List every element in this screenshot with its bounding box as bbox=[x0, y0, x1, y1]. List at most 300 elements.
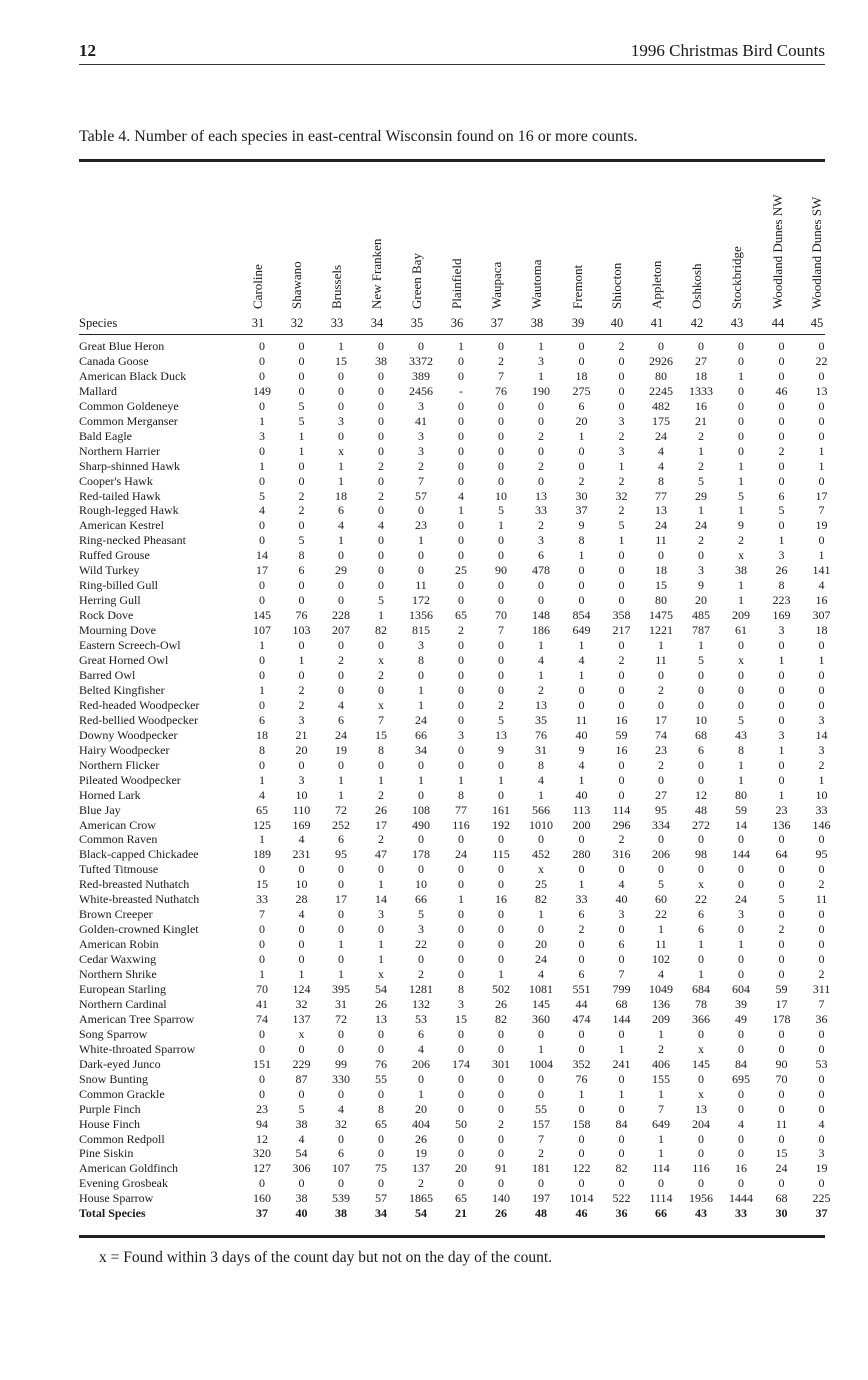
count-cell: 0 bbox=[259, 593, 265, 608]
count-cell: 48 bbox=[695, 802, 707, 817]
count-cell: 0 bbox=[738, 443, 744, 458]
count-cell: 10 bbox=[495, 488, 507, 503]
count-cell: 46 bbox=[575, 1206, 588, 1221]
count-cell: 6 bbox=[578, 967, 585, 982]
species-name: American Black Duck bbox=[79, 368, 187, 383]
count-cell: 0 bbox=[418, 563, 424, 578]
count-cell: 1 bbox=[738, 772, 744, 787]
column-name: Fremont bbox=[570, 264, 585, 309]
count-cell: 0 bbox=[818, 368, 825, 383]
count-cell: 64 bbox=[775, 847, 788, 862]
count-cell: 140 bbox=[492, 1191, 510, 1206]
count-cell: 137 bbox=[412, 1161, 430, 1176]
count-cell: - bbox=[459, 383, 463, 398]
count-cell: 0 bbox=[818, 832, 825, 847]
count-cell: 0 bbox=[458, 922, 464, 937]
species-name: White-breasted Nuthatch bbox=[79, 892, 200, 907]
count-cell: 34 bbox=[415, 742, 427, 757]
species-name: Common Grackle bbox=[79, 1086, 165, 1101]
count-cell: 4 bbox=[338, 518, 344, 533]
count-cell: 1 bbox=[298, 428, 305, 443]
count-cell: 2 bbox=[818, 757, 825, 772]
species-name: Belted Kingfisher bbox=[79, 682, 165, 697]
species-name: Great Blue Heron bbox=[79, 339, 165, 353]
count-cell: 0 bbox=[378, 1026, 384, 1041]
count-cell: 200 bbox=[572, 817, 591, 832]
count-cell: 95 bbox=[815, 847, 828, 862]
count-cell: 8 bbox=[578, 533, 585, 548]
count-cell: 0 bbox=[458, 832, 464, 847]
species-name: American Crow bbox=[79, 817, 156, 832]
count-cell: 0 bbox=[298, 1041, 305, 1056]
count-cell: 311 bbox=[812, 981, 831, 996]
count-cell: 77 bbox=[655, 488, 667, 503]
column-name: Shiocton bbox=[609, 262, 624, 309]
column-name: Appleton bbox=[649, 260, 664, 309]
count-cell: 0 bbox=[378, 1086, 384, 1101]
count-cell: 24 bbox=[655, 518, 667, 533]
count-cell: 82 bbox=[495, 1011, 507, 1026]
count-cell: 132 bbox=[412, 996, 430, 1011]
count-cell: 1281 bbox=[409, 981, 433, 996]
count-cell: 566 bbox=[532, 802, 550, 817]
count-cell: 0 bbox=[378, 1131, 384, 1146]
count-cell: 1333 bbox=[689, 383, 713, 398]
count-cell: 0 bbox=[498, 533, 504, 548]
count-cell: 21 bbox=[695, 413, 707, 428]
table-row bbox=[79, 877, 841, 892]
column-number: 36 bbox=[450, 316, 464, 330]
count-cell: 27 bbox=[695, 353, 707, 368]
count-cell: 0 bbox=[498, 1146, 504, 1161]
count-cell: 0 bbox=[378, 428, 384, 443]
count-cell: 0 bbox=[618, 353, 625, 368]
count-cell: 0 bbox=[738, 1131, 744, 1146]
count-cell: 0 bbox=[338, 1176, 344, 1191]
count-cell: 3 bbox=[538, 353, 544, 368]
count-cell: 1 bbox=[338, 772, 344, 787]
table-row bbox=[79, 997, 841, 1012]
count-cell: 0 bbox=[458, 667, 464, 682]
count-cell: 0 bbox=[818, 533, 825, 548]
count-cell: 7 bbox=[538, 1131, 544, 1146]
count-cell: 2 bbox=[698, 428, 704, 443]
species-name: Cooper's Hawk bbox=[79, 473, 153, 488]
count-cell: 0 bbox=[458, 1026, 464, 1041]
species-name: Dark-eyed Junco bbox=[79, 1056, 161, 1071]
count-cell: 0 bbox=[538, 593, 544, 608]
count-cell: 40 bbox=[575, 787, 588, 802]
count-cell: 1 bbox=[818, 772, 825, 787]
count-cell: 0 bbox=[378, 862, 384, 877]
column-number: 44 bbox=[771, 316, 785, 330]
column-name: Oshkosh bbox=[689, 263, 704, 309]
count-cell: 0 bbox=[818, 667, 825, 682]
count-cell: 5 bbox=[778, 892, 785, 907]
count-cell: 522 bbox=[612, 1191, 631, 1206]
count-cell: 0 bbox=[698, 862, 704, 877]
species-name: Blue Jay bbox=[79, 802, 121, 817]
page-number: 12 bbox=[79, 41, 96, 60]
count-cell: 0 bbox=[298, 339, 305, 353]
count-cell: 0 bbox=[818, 1101, 825, 1116]
count-cell: 13 bbox=[535, 697, 547, 712]
count-cell: 2 bbox=[498, 1116, 504, 1131]
count-cell: 149 bbox=[253, 383, 271, 398]
count-cell: 1 bbox=[498, 772, 504, 787]
count-cell: 197 bbox=[532, 1191, 550, 1206]
count-cell: 15 bbox=[256, 877, 268, 892]
table-row bbox=[79, 563, 841, 578]
count-cell: 2 bbox=[618, 428, 625, 443]
count-cell: 1 bbox=[778, 787, 785, 802]
table-row bbox=[79, 1027, 841, 1042]
count-cell: 0 bbox=[378, 473, 384, 488]
count-cell: 137 bbox=[292, 1011, 311, 1026]
count-cell: 6 bbox=[259, 712, 265, 727]
count-cell: 0 bbox=[738, 398, 744, 413]
count-cell: 0 bbox=[259, 473, 265, 488]
count-cell: 2 bbox=[378, 832, 384, 847]
count-cell: 0 bbox=[778, 952, 785, 967]
count-cell: 502 bbox=[492, 981, 510, 996]
species-name: Evening Grosbeak bbox=[79, 1176, 168, 1191]
count-cell: 2 bbox=[618, 832, 625, 847]
table-row bbox=[79, 1072, 841, 1087]
count-cell: 190 bbox=[532, 383, 550, 398]
count-cell: 3 bbox=[298, 772, 305, 787]
count-cell: 0 bbox=[738, 1086, 744, 1101]
count-cell: 1 bbox=[778, 742, 785, 757]
species-name: Purple Finch bbox=[79, 1101, 141, 1116]
count-cell: 0 bbox=[338, 682, 344, 697]
count-cell: 76 bbox=[295, 608, 308, 623]
table-row bbox=[79, 967, 841, 982]
count-cell: 0 bbox=[698, 1131, 704, 1146]
species-name: House Sparrow bbox=[79, 1191, 154, 1206]
count-cell: 1 bbox=[338, 339, 344, 353]
count-cell: 204 bbox=[692, 1116, 710, 1131]
count-cell: 29 bbox=[335, 563, 347, 578]
count-cell: 1 bbox=[578, 428, 585, 443]
count-cell: 306 bbox=[292, 1161, 311, 1176]
count-cell: 0 bbox=[498, 922, 504, 937]
count-cell: 0 bbox=[618, 1131, 625, 1146]
count-cell: 0 bbox=[338, 368, 344, 383]
count-cell: 0 bbox=[658, 667, 664, 682]
column-name: Caroline bbox=[250, 264, 265, 309]
count-cell: 2 bbox=[378, 488, 384, 503]
count-cell: 2 bbox=[698, 533, 704, 548]
count-cell: 0 bbox=[578, 1026, 585, 1041]
count-cell: 8 bbox=[298, 548, 305, 563]
count-cell: 3 bbox=[618, 413, 625, 428]
count-cell: 90 bbox=[775, 1056, 788, 1071]
count-cell: 0 bbox=[338, 757, 344, 772]
count-cell: 0 bbox=[778, 473, 785, 488]
count-cell: 0 bbox=[298, 952, 305, 967]
count-cell: 2 bbox=[458, 623, 464, 638]
count-cell: 0 bbox=[498, 1086, 504, 1101]
count-cell: 68 bbox=[775, 1191, 788, 1206]
count-cell: 1 bbox=[698, 967, 704, 982]
count-cell: 1081 bbox=[529, 981, 553, 996]
count-cell: 2 bbox=[298, 488, 305, 503]
count-cell: 4 bbox=[338, 697, 344, 712]
column-name: Plainfield bbox=[449, 258, 464, 309]
count-cell: 0 bbox=[578, 1101, 585, 1116]
count-cell: 0 bbox=[818, 1086, 825, 1101]
table-row bbox=[79, 668, 841, 683]
count-cell: 0 bbox=[738, 1026, 744, 1041]
count-cell: 0 bbox=[298, 383, 305, 398]
species-name: Common Raven bbox=[79, 832, 158, 847]
table-row bbox=[79, 952, 841, 967]
species-name: Herring Gull bbox=[79, 593, 141, 608]
count-cell: 33 bbox=[815, 802, 828, 817]
count-cell: 0 bbox=[498, 413, 504, 428]
count-cell: 14 bbox=[815, 727, 828, 742]
count-cell: 0 bbox=[298, 518, 305, 533]
count-cell: 0 bbox=[298, 353, 305, 368]
count-cell: 2 bbox=[658, 682, 664, 697]
count-cell: 3 bbox=[778, 727, 785, 742]
count-cell: 4 bbox=[378, 518, 384, 533]
count-cell: 1 bbox=[738, 578, 744, 593]
count-cell: 389 bbox=[412, 368, 430, 383]
count-cell: x bbox=[378, 697, 384, 712]
species-name: Cedar Waxwing bbox=[79, 952, 157, 967]
count-cell: 82 bbox=[535, 892, 547, 907]
count-cell: 38 bbox=[335, 1206, 347, 1221]
count-cell: 169 bbox=[772, 608, 791, 623]
count-cell: 2456 bbox=[409, 383, 433, 398]
count-cell: 24 bbox=[335, 727, 347, 742]
count-cell: 0 bbox=[738, 952, 744, 967]
column-number: 45 bbox=[810, 316, 824, 330]
count-cell: 0 bbox=[458, 877, 464, 892]
count-cell: 0 bbox=[458, 458, 464, 473]
table-row bbox=[79, 354, 841, 369]
count-cell: 1444 bbox=[729, 1191, 753, 1206]
count-cell: 0 bbox=[458, 548, 464, 563]
count-cell: 241 bbox=[612, 1056, 631, 1071]
count-cell: 1 bbox=[658, 1131, 664, 1146]
count-cell: 65 bbox=[256, 802, 268, 817]
count-cell: 0 bbox=[418, 548, 424, 563]
column-name: Green Bay bbox=[409, 253, 424, 309]
count-cell: 37 bbox=[815, 1206, 828, 1221]
count-cell: 44 bbox=[575, 996, 588, 1011]
count-cell: 0 bbox=[578, 1146, 585, 1161]
count-cell: 0 bbox=[778, 353, 785, 368]
count-cell: 0 bbox=[698, 548, 704, 563]
count-cell: 3 bbox=[378, 907, 384, 922]
count-cell: 0 bbox=[538, 832, 544, 847]
count-cell: 1 bbox=[738, 937, 744, 952]
count-cell: 0 bbox=[458, 937, 464, 952]
count-cell: 0 bbox=[458, 1131, 464, 1146]
count-cell: 82 bbox=[615, 1161, 628, 1176]
count-cell: 787 bbox=[692, 623, 710, 638]
count-cell: 7 bbox=[378, 712, 384, 727]
count-cell: 22 bbox=[695, 892, 707, 907]
count-cell: 206 bbox=[412, 1056, 430, 1071]
table-row bbox=[79, 1087, 841, 1102]
count-cell: 0 bbox=[458, 757, 464, 772]
count-cell: 14 bbox=[375, 892, 387, 907]
table-row bbox=[79, 788, 841, 803]
count-cell: 352 bbox=[572, 1056, 591, 1071]
count-cell: 1 bbox=[738, 757, 744, 772]
count-cell: 148 bbox=[532, 608, 550, 623]
count-cell: 4 bbox=[259, 787, 265, 802]
count-cell: 0 bbox=[298, 473, 305, 488]
column-number: 35 bbox=[410, 316, 424, 330]
count-cell: 6 bbox=[578, 398, 585, 413]
count-cell: x bbox=[738, 653, 744, 668]
count-cell: 0 bbox=[298, 937, 305, 952]
count-cell: 2 bbox=[418, 458, 424, 473]
count-cell: 1 bbox=[818, 458, 825, 473]
count-cell: 0 bbox=[618, 757, 625, 772]
count-cell: 0 bbox=[778, 967, 785, 982]
count-cell: 0 bbox=[818, 682, 825, 697]
count-cell: 136 bbox=[652, 996, 670, 1011]
count-cell: 0 bbox=[578, 443, 585, 458]
count-cell: 0 bbox=[498, 1041, 504, 1056]
count-cell: 0 bbox=[458, 1086, 464, 1101]
count-cell: 24 bbox=[415, 712, 427, 727]
count-cell: 0 bbox=[378, 413, 384, 428]
count-cell: 0 bbox=[658, 548, 664, 563]
count-cell: 0 bbox=[818, 1041, 825, 1056]
count-cell: 2 bbox=[298, 697, 305, 712]
count-cell: 33 bbox=[575, 892, 588, 907]
count-cell: 38 bbox=[295, 1191, 308, 1206]
count-cell: 1 bbox=[298, 443, 305, 458]
count-cell: 0 bbox=[738, 1146, 744, 1161]
count-cell: 6 bbox=[338, 712, 344, 727]
count-cell: 70 bbox=[495, 608, 507, 623]
count-cell: 0 bbox=[259, 937, 265, 952]
count-cell: 0 bbox=[259, 697, 265, 712]
species-name: Downy Woodpecker bbox=[79, 727, 178, 742]
count-cell: 0 bbox=[618, 1146, 625, 1161]
count-cell: 474 bbox=[572, 1011, 591, 1026]
count-cell: 54 bbox=[415, 1206, 427, 1221]
count-cell: 1 bbox=[259, 638, 265, 653]
count-cell: 3 bbox=[738, 907, 744, 922]
count-cell: 366 bbox=[692, 1011, 710, 1026]
count-cell: 0 bbox=[338, 1086, 344, 1101]
count-cell: 2 bbox=[778, 443, 785, 458]
count-cell: 0 bbox=[498, 578, 504, 593]
count-cell: 0 bbox=[698, 1146, 704, 1161]
count-cell: 19 bbox=[815, 1161, 828, 1176]
count-cell: 75 bbox=[375, 1161, 387, 1176]
count-cell: 228 bbox=[332, 608, 350, 623]
column-number: 32 bbox=[290, 316, 304, 330]
count-cell: 485 bbox=[692, 608, 710, 623]
species-name: Red-tailed Hawk bbox=[79, 488, 161, 503]
count-cell: 0 bbox=[698, 1026, 704, 1041]
count-cell: 0 bbox=[618, 682, 625, 697]
count-cell: 2 bbox=[818, 877, 825, 892]
count-cell: 0 bbox=[378, 1176, 384, 1191]
count-cell: 47 bbox=[375, 847, 387, 862]
count-cell: 0 bbox=[418, 787, 424, 802]
table-row bbox=[79, 1117, 841, 1132]
count-cell: 2 bbox=[618, 503, 625, 518]
count-cell: 0 bbox=[418, 503, 424, 518]
count-cell: 33 bbox=[735, 1206, 747, 1221]
count-cell: 296 bbox=[612, 817, 631, 832]
count-cell: 74 bbox=[655, 727, 667, 742]
table-row bbox=[79, 339, 841, 354]
count-cell: 0 bbox=[778, 398, 785, 413]
count-cell: 6 bbox=[618, 937, 625, 952]
count-cell: 0 bbox=[578, 1176, 585, 1191]
count-cell: 1 bbox=[259, 413, 265, 428]
count-cell: 0 bbox=[538, 1086, 544, 1101]
count-cell: 107 bbox=[253, 623, 271, 638]
count-cell: 1 bbox=[338, 473, 344, 488]
count-cell: 280 bbox=[572, 847, 591, 862]
count-cell: 0 bbox=[259, 922, 265, 937]
count-cell: 3 bbox=[259, 428, 265, 443]
count-cell: 0 bbox=[298, 458, 305, 473]
count-cell: 141 bbox=[812, 563, 831, 578]
count-cell: 0 bbox=[378, 398, 384, 413]
column-number: 43 bbox=[730, 316, 744, 330]
count-cell: 29 bbox=[695, 488, 707, 503]
count-cell: 91 bbox=[495, 1161, 507, 1176]
count-cell: 11 bbox=[775, 1116, 788, 1131]
count-cell: 113 bbox=[572, 802, 591, 817]
table-row bbox=[79, 1132, 841, 1147]
count-cell: 0 bbox=[818, 937, 825, 952]
count-cell: 16 bbox=[615, 712, 628, 727]
column-name: New Franken bbox=[369, 238, 384, 309]
count-cell: 20 bbox=[455, 1161, 467, 1176]
count-cell: 37 bbox=[575, 503, 588, 518]
count-cell: 12 bbox=[695, 787, 707, 802]
count-cell: 0 bbox=[298, 578, 305, 593]
count-cell: 19 bbox=[335, 742, 347, 757]
count-cell: 0 bbox=[778, 638, 785, 653]
table-row bbox=[79, 1146, 841, 1161]
count-cell: x bbox=[698, 877, 704, 892]
count-cell: x bbox=[698, 1041, 704, 1056]
count-cell: 0 bbox=[458, 368, 464, 383]
count-cell: 1475 bbox=[649, 608, 673, 623]
count-cell: 229 bbox=[292, 1056, 311, 1071]
count-cell: 272 bbox=[692, 817, 710, 832]
count-cell: 0 bbox=[778, 907, 785, 922]
count-cell: 3 bbox=[778, 548, 785, 563]
count-cell: 1 bbox=[338, 967, 344, 982]
count-cell: 24 bbox=[735, 892, 747, 907]
count-cell: 1 bbox=[538, 667, 544, 682]
count-cell: 0 bbox=[298, 368, 305, 383]
count-cell: 1 bbox=[378, 877, 384, 892]
count-cell: 6 bbox=[698, 907, 704, 922]
count-cell: 0 bbox=[578, 682, 585, 697]
count-cell: 155 bbox=[652, 1071, 670, 1086]
species-name: Common Goldeneye bbox=[79, 398, 179, 413]
species-name: Horned Lark bbox=[79, 787, 141, 802]
